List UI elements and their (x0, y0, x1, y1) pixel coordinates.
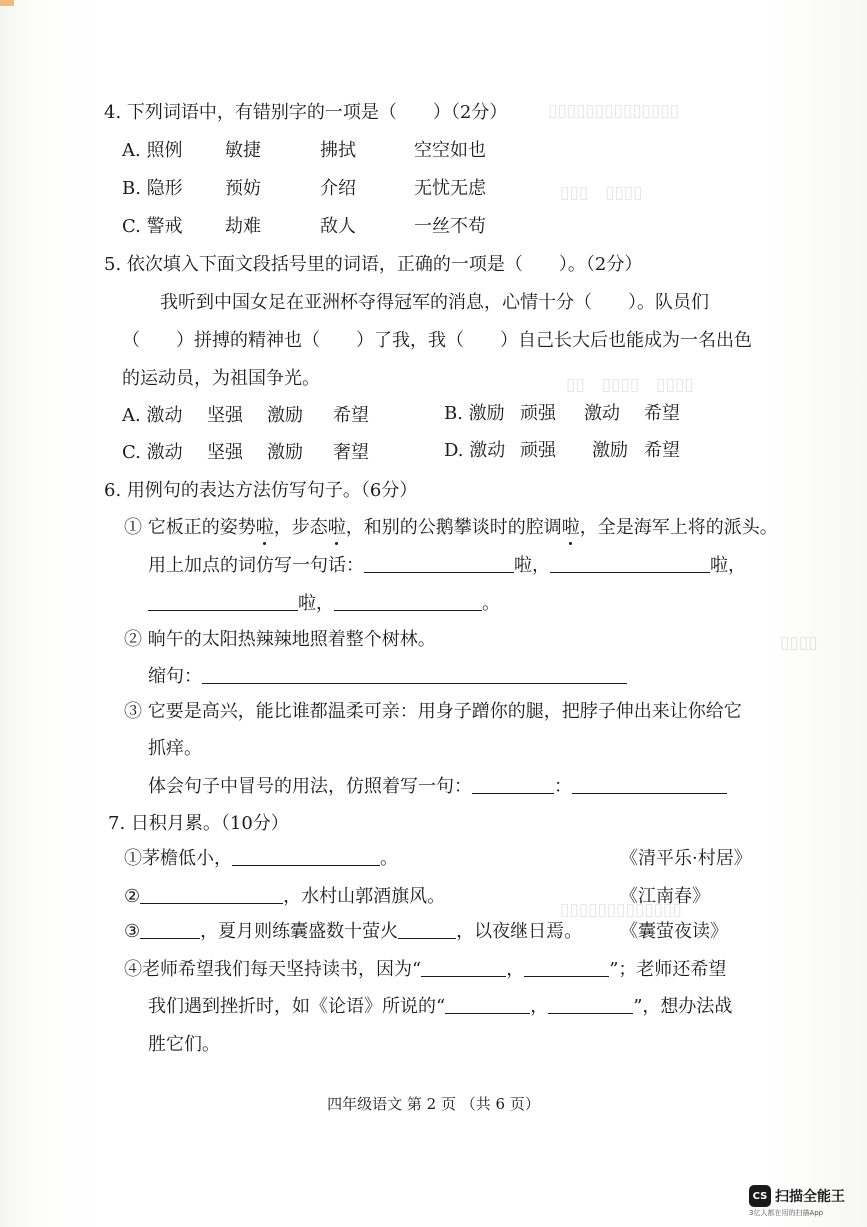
q7-item-3-source: 《囊萤夜读》 (620, 921, 728, 942)
q4-option-c-word: 劫难 (225, 216, 261, 237)
q4-option-b-word: 无忧无虑 (414, 178, 486, 199)
answer-blank[interactable] (445, 995, 530, 1014)
answer-blank[interactable] (398, 920, 456, 939)
q7-item-4-line-3: 胜它们。 (148, 1034, 220, 1055)
answer-blank[interactable] (364, 554, 514, 573)
q4-option-c-word: 敌人 (320, 216, 356, 237)
bleed-through-text: ▯▯▯▯ (780, 633, 818, 653)
q6-sentence-3-line-2: 抓痒。 (148, 738, 202, 759)
q4-option-c-label: C. 警戒 (122, 216, 183, 237)
q6-s2-answer-line: 缩句： (148, 665, 627, 689)
q7-item-4-line-2: 我们遇到挫折时，如《论语》所说的“ ， ”，想办法战 (148, 996, 733, 1017)
bleed-through-text: ▯▯▯▯▯▯▯▯▯▯▯▯▯▯ (548, 101, 679, 121)
emphasis-dot-word: 啦 (327, 517, 346, 538)
q5-passage-line: （ ）拼搏的精神也（ ）了我，我（ ）自己长大后也能成为一名出色 (122, 330, 752, 351)
q5-option-a-word: 坚强 (207, 405, 243, 426)
q4-option-c-word: 一丝不苟 (414, 216, 486, 237)
q4-option-b-label: B. 隐形 (122, 178, 183, 199)
q5-option-a-word: 激励 (267, 405, 303, 426)
answer-blank[interactable] (140, 920, 200, 939)
q5-passage-line: 的运动员，为祖国争光。 (122, 368, 320, 389)
q6-s3-answer-line: 体会句子中冒号的用法，仿照着写一句： ： (148, 775, 727, 799)
q6-sentence-2: ② 晌午的太阳热辣辣地照着整个树林。 (124, 629, 436, 650)
q5-passage-line: 我听到中国女足在亚洲杯夺得冠军的消息，心情十分（ ）。队员们 (160, 292, 709, 313)
answer-blank[interactable] (140, 885, 283, 904)
q4-option-a-word: 敏捷 (225, 140, 261, 161)
q5-option-c-label: C. 激动 (122, 442, 183, 463)
emphasis-dot-word: 啦 (255, 517, 274, 538)
answer-blank[interactable] (334, 592, 482, 611)
answer-blank[interactable] (148, 592, 298, 611)
answer-blank[interactable] (572, 775, 727, 794)
q7-item-3: ③ ，夏月则练囊盛数十萤火 ，以夜继日焉。 (124, 921, 583, 942)
q5-option-b-word: 顽强 (520, 403, 556, 424)
q5-option-c-word: 激励 (267, 442, 303, 463)
q7-item-4-line-1: ④老师希望我们每天坚持读书，因为“ ， ”；老师还希望 (124, 959, 727, 980)
q5-option-a-word: 希望 (333, 405, 369, 426)
answer-blank[interactable] (472, 775, 554, 794)
q4-option-a-word: 空空如也 (414, 140, 486, 161)
q4-option-b-word: 介绍 (320, 178, 356, 199)
answer-blank[interactable] (524, 958, 609, 977)
q6-s1-answer-line: 用上加点的词仿写一句话： 啦， 啦， (148, 555, 746, 576)
q7-item-2: ② ，水村山郭酒旗风。 (124, 886, 446, 907)
bleed-through-text: ▯▯▯ ▯▯▯▯ (560, 183, 643, 203)
q6-sentence-3-line-1: ③ 它要是高兴，能比谁都温柔可亲：用身子蹭你的腿，把脖子伸出来让你给它 (124, 701, 742, 722)
q5-option-b-word: 激动 (584, 403, 620, 424)
q6-sentence-1: ① 它板正的姿势啦，步态啦，和别的公鹅攀谈时的腔调啦，全是海军上将的派头。 (124, 517, 778, 538)
bleed-through-text: ▯▯▯▯▯▯▯▯▯▯▯▯▯ (560, 900, 682, 920)
q5-option-d-label: D. 激动 (444, 440, 506, 461)
scanner-watermark (749, 1177, 845, 1215)
q7-item-1-source: 《清平乐·村居》 (620, 848, 752, 869)
bleed-through-text: ▯▯ ▯▯▯▯ ▯▯▯▯ (566, 375, 694, 395)
q5-option-d-word: 顽强 (520, 440, 556, 461)
answer-blank[interactable] (548, 995, 633, 1014)
q5-option-a-label: A. 激动 (122, 405, 183, 426)
q5-option-c-word: 坚强 (207, 442, 243, 463)
answer-blank[interactable] (232, 847, 380, 866)
q4-option-b-word: 预妨 (225, 178, 261, 199)
q6-stem: 6. 用例句的表达方法仿写句子。（6分） (104, 480, 418, 501)
q7-item-1: ①茅檐低小， 。 (124, 848, 398, 869)
q6-s1-answer-line-2: 啦， 。 (148, 592, 500, 616)
q5-option-d-word: 希望 (644, 440, 680, 461)
answer-blank[interactable] (550, 554, 710, 573)
q5-option-b-word: 希望 (644, 403, 680, 424)
cs-logo-icon: CS (749, 1185, 771, 1207)
corner-mark (0, 0, 14, 6)
scanner-app-name: 扫描全能王 (775, 1189, 845, 1205)
emphasis-dot-word: 啦 (561, 517, 580, 538)
q7-item-2-source: 《江南春》 (620, 886, 710, 907)
q5-option-b-label: B. 激励 (444, 403, 505, 424)
q4-option-a-label: A. 照例 (122, 140, 183, 161)
q5-option-d-word: 激励 (592, 440, 628, 461)
q7-stem: 7. 日积月累。（10分） (108, 813, 289, 834)
answer-blank[interactable] (202, 665, 627, 684)
q5-option-c-word: 奢望 (333, 442, 369, 463)
q4-stem: 4. 下列词语中，有错别字的一项是（ ）（2分） (104, 102, 508, 123)
scanner-tagline: 3亿人都在用的扫描App (749, 1209, 824, 1217)
page-footer: 四年级语文 第 2 页 （共 6 页） (327, 1095, 540, 1113)
answer-blank[interactable] (421, 958, 506, 977)
q4-option-a-word: 拂拭 (320, 140, 356, 161)
q5-stem: 5. 依次填入下面文段括号里的词语，正确的一项是（ ）。（2分） (104, 254, 643, 275)
